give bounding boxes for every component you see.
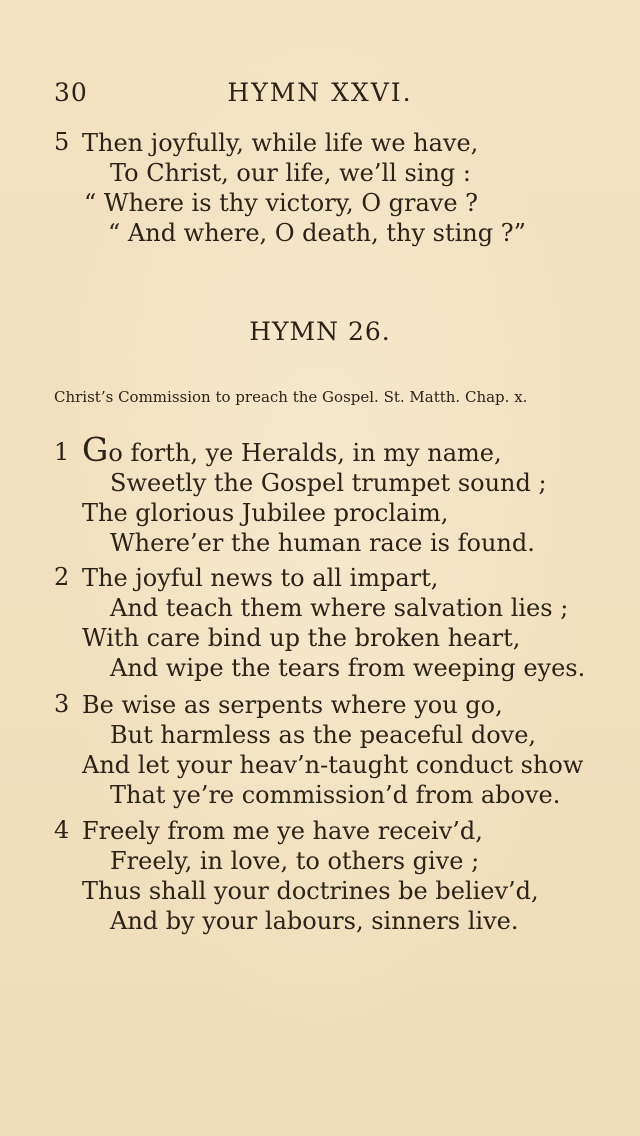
verse-line: And wipe the tears from weeping eyes. <box>110 654 586 682</box>
verse-line: But harmless as the peaceful dove, <box>110 721 537 749</box>
verse-line: “ And where, O death, thy sting ?” <box>108 219 526 247</box>
verse-line: Freely from me ye have receiv’d, <box>82 817 483 845</box>
hymn-subtitle: Christ’s Commission to preach the Gospel. St. Matth. Chap. x. <box>54 388 528 406</box>
verse-line: Then joyfully, while life we have, <box>82 129 479 157</box>
verse-line: Sweetly the Gospel trumpet sound ; <box>110 469 547 497</box>
verse-number: 2 <box>54 563 70 591</box>
verse-line-text: o forth, ye Heralds, in my name, <box>108 439 502 467</box>
verse-line: To Christ, our life, we’ll sing : <box>110 159 471 187</box>
running-title: HYMN XXVI. <box>227 78 413 107</box>
verse-line: The joyful news to all impart, <box>82 564 439 592</box>
verse-line: That ye’re commission’d from above. <box>110 781 561 809</box>
running-head <box>54 78 586 118</box>
page-number: 30 <box>54 78 88 107</box>
verse-number: 3 <box>54 690 70 718</box>
verse-line: Be wise as serpents where you go, <box>82 691 503 719</box>
verse-line: “ Where is thy victory, O grave ? <box>84 189 479 217</box>
verse-number: 4 <box>54 816 70 844</box>
drop-capital: G <box>82 430 109 469</box>
verse-number: 1 <box>54 438 70 466</box>
verse-line: And teach them where salvation lies ; <box>110 594 569 622</box>
verse-line: Where’er the human race is found. <box>110 529 535 557</box>
verse-line: Freely, in love, to others give ; <box>110 847 480 875</box>
hymn-verse-1 <box>54 430 600 558</box>
prev-hymn-verse <box>54 128 600 248</box>
verse-line: And let your heav’n-taught conduct show <box>82 751 584 779</box>
verse-line: Thus shall your doctrines be believ’d, <box>82 877 539 905</box>
verse-line: And by your labours, sinners live. <box>110 907 519 935</box>
hymn-verse-4 <box>54 816 600 936</box>
verse-line: The glorious Jubilee proclaim, <box>82 499 449 527</box>
verse-number: 5 <box>54 128 70 156</box>
hymn-title: HYMN 26. <box>249 317 391 346</box>
hymn-verse-2 <box>54 563 600 683</box>
verse-line <box>54 430 600 469</box>
hymn-verse-3 <box>54 690 600 810</box>
verse-line: With care bind up the broken heart, <box>82 624 521 652</box>
